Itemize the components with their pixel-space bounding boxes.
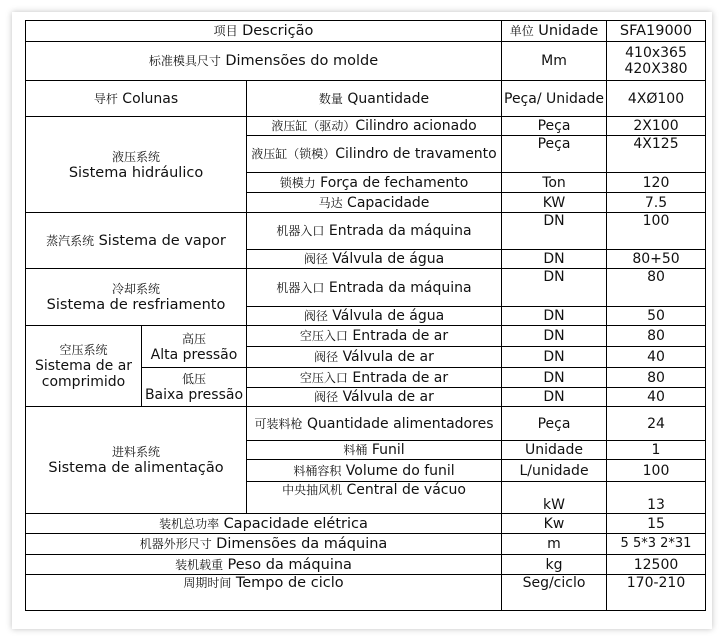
columns-unit: Peça/ Unidade bbox=[502, 81, 607, 117]
table-row bbox=[26, 534, 706, 555]
dimensions-unit: m bbox=[502, 534, 607, 555]
air-group: 空压系统 Sistema de ar comprimido bbox=[26, 326, 142, 407]
feed-volume-unit: L/unidade bbox=[502, 460, 607, 482]
air-high-label: 高压 Alta pressão bbox=[142, 326, 247, 368]
air-low-valve-label: 阀径 Válvula de ar bbox=[247, 388, 502, 407]
steam-valve-unit: DN bbox=[502, 250, 607, 269]
cycle-value: 170-210 bbox=[607, 575, 706, 611]
hydraulic-group: 液压系统 Sistema hidráulico bbox=[26, 117, 247, 213]
dimensions-value: 5 5*3 2*31 bbox=[607, 534, 706, 555]
air-high-valve-unit: DN bbox=[502, 347, 607, 368]
steam-valve-label: 阀径 Válvula de água bbox=[247, 250, 502, 269]
air-low-inlet-label: 空压入口 Entrada de ar bbox=[247, 368, 502, 388]
header-row bbox=[26, 21, 706, 42]
hydraulic-drive-value: 2X100 bbox=[607, 117, 706, 136]
air-high-inlet-unit: DN bbox=[502, 326, 607, 347]
steam-inlet-value: 100 bbox=[607, 213, 706, 250]
table-row bbox=[26, 575, 706, 611]
weight-label: 装机载重 Peso da máquina bbox=[26, 555, 502, 575]
feed-hopper-unit: Unidade bbox=[502, 441, 607, 460]
steam-valve-value: 80+50 bbox=[607, 250, 706, 269]
feed-group: 进料系统 Sistema de alimentação bbox=[26, 407, 247, 514]
power-value: 15 bbox=[607, 514, 706, 534]
header-item-cell: 项目 Descrição bbox=[26, 21, 502, 42]
hydraulic-force-unit: Ton bbox=[502, 173, 607, 193]
table-row bbox=[26, 42, 706, 81]
weight-unit: kg bbox=[502, 555, 607, 575]
specification-table bbox=[25, 20, 706, 611]
cooling-valve-unit: DN bbox=[502, 307, 607, 326]
feed-vacuum-unit: kW bbox=[502, 482, 607, 514]
hydraulic-drive-unit: Peça bbox=[502, 117, 607, 136]
columns-value: 4XØ100 bbox=[607, 81, 706, 117]
cycle-unit: Seg/ciclo bbox=[502, 575, 607, 611]
table-row bbox=[26, 117, 706, 136]
cooling-inlet-value: 80 bbox=[607, 269, 706, 307]
power-unit: Kw bbox=[502, 514, 607, 534]
table-row bbox=[26, 407, 706, 441]
columns-group: 导杆 Colunas bbox=[26, 81, 247, 117]
header-unit-cell: 单位 Unidade bbox=[502, 21, 607, 42]
table-row bbox=[26, 213, 706, 250]
table-row bbox=[26, 514, 706, 534]
table-row bbox=[26, 81, 706, 117]
cooling-valve-value: 50 bbox=[607, 307, 706, 326]
feed-hopper-label: 料桶 Funil bbox=[247, 441, 502, 460]
feed-volume-value: 100 bbox=[607, 460, 706, 482]
hydraulic-motor-label: 马达 Capacidade bbox=[247, 193, 502, 213]
mold-label: 标准模具尺寸 Dimensões do molde bbox=[26, 42, 502, 81]
feed-guns-value: 24 bbox=[607, 407, 706, 441]
feed-guns-unit: Peça bbox=[502, 407, 607, 441]
air-low-valve-value: 40 bbox=[607, 388, 706, 407]
cooling-inlet-label: 机器入口 Entrada da máquina bbox=[247, 269, 502, 307]
feed-vacuum-label: 中央抽风机 Central de vácuo bbox=[247, 482, 502, 514]
steam-group: 蒸汽系统 Sistema de vapor bbox=[26, 213, 247, 269]
hydraulic-force-value: 120 bbox=[607, 173, 706, 193]
air-low-valve-unit: DN bbox=[502, 388, 607, 407]
steam-inlet-label: 机器入口 Entrada da máquina bbox=[247, 213, 502, 250]
header-model-cell: SFA19000 bbox=[607, 21, 706, 42]
hydraulic-drive-label: 液压缸（驱动）Cilindro acionado bbox=[247, 117, 502, 136]
feed-volume-label: 料桶容积 Volume do funil bbox=[247, 460, 502, 482]
feed-hopper-value: 1 bbox=[607, 441, 706, 460]
air-high-inlet-value: 80 bbox=[607, 326, 706, 347]
hydraulic-lock-value: 4X125 bbox=[607, 136, 706, 173]
cooling-inlet-unit: DN bbox=[502, 269, 607, 307]
hydraulic-force-label: 锁模力 Força de fechamento bbox=[247, 173, 502, 193]
air-low-inlet-value: 80 bbox=[607, 368, 706, 388]
hydraulic-lock-unit: Peça bbox=[502, 136, 607, 173]
air-low-label: 低压 Baixa pressão bbox=[142, 368, 247, 407]
mold-value: 410x365 420X380 bbox=[607, 42, 706, 81]
hydraulic-motor-value: 7.5 bbox=[607, 193, 706, 213]
weight-value: 12500 bbox=[607, 555, 706, 575]
cooling-valve-label: 阀径 Válvula de água bbox=[247, 307, 502, 326]
feed-vacuum-value: 13 bbox=[607, 482, 706, 514]
cycle-label: 周期时间 Tempo de ciclo bbox=[26, 575, 502, 611]
mold-unit: Mm bbox=[502, 42, 607, 81]
columns-label: 数量 Quantidade bbox=[247, 81, 502, 117]
feed-guns-label: 可装料枪 Quantidade alimentadores bbox=[247, 407, 502, 441]
table-row bbox=[26, 326, 706, 347]
air-low-inlet-unit: DN bbox=[502, 368, 607, 388]
table-row bbox=[26, 555, 706, 575]
air-high-valve-value: 40 bbox=[607, 347, 706, 368]
air-high-valve-label: 阀径 Válvula de ar bbox=[247, 347, 502, 368]
table-row bbox=[26, 269, 706, 307]
air-high-inlet-label: 空压入口 Entrada de ar bbox=[247, 326, 502, 347]
power-label: 装机总功率 Capacidade elétrica bbox=[26, 514, 502, 534]
hydraulic-lock-label: 液压缸（锁模）Cilindro de travamento bbox=[247, 136, 502, 173]
cooling-group: 冷却系统 Sistema de resfriamento bbox=[26, 269, 247, 326]
steam-inlet-unit: DN bbox=[502, 213, 607, 250]
dimensions-label: 机器外形尺寸 Dimensões da máquina bbox=[26, 534, 502, 555]
hydraulic-motor-unit: KW bbox=[502, 193, 607, 213]
